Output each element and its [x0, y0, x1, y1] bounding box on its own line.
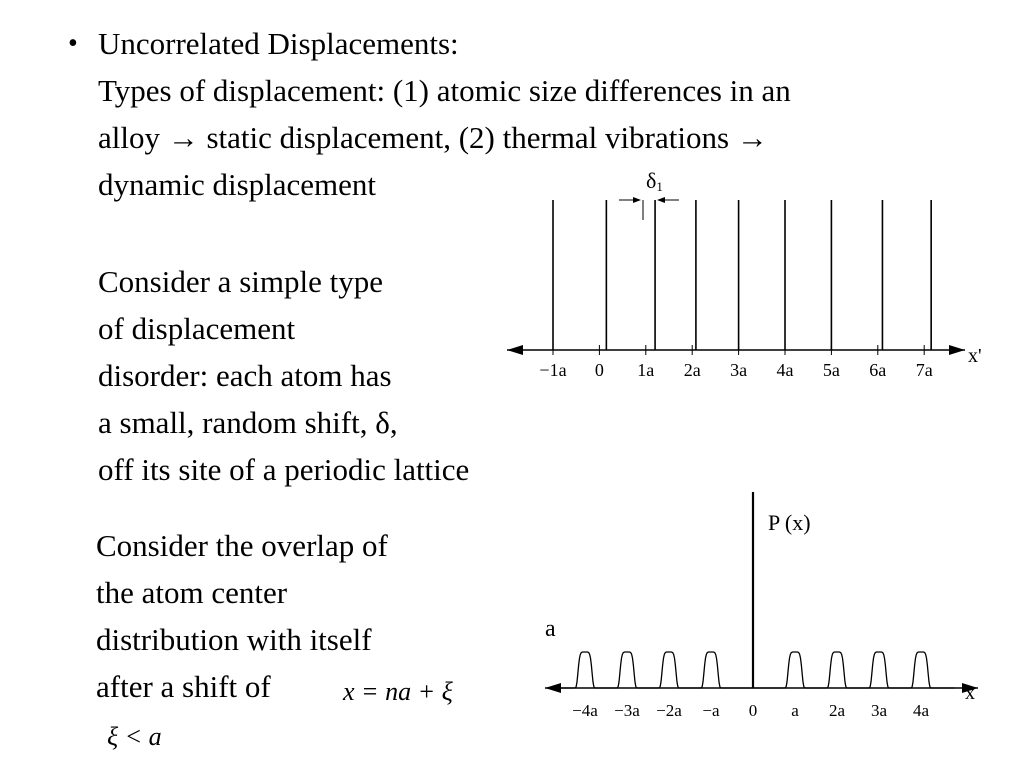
- fig2-background: [500, 482, 1024, 732]
- fig1-delta-arrowhead-left: [633, 197, 641, 203]
- text-block-overlap: [96, 522, 388, 710]
- fig1-tick-label: 5a: [822, 360, 840, 380]
- consider1-line-5: off its site of a periodic lattice: [98, 452, 470, 487]
- fig2-tick-label: 4a: [912, 701, 930, 720]
- types-line-3: dynamic displacement: [98, 167, 377, 202]
- consider2-line-2: the atom center: [96, 575, 288, 610]
- fig1-tick-label: 0: [594, 360, 604, 380]
- consider2-line-4: after a shift of: [96, 669, 271, 704]
- consider2-line-1: Consider the overlap of: [96, 528, 388, 563]
- fig1-lattice-diagram: [507, 168, 982, 380]
- heading: Uncorrelated Displacements:: [98, 26, 459, 61]
- fig2-tick-label: 0: [748, 701, 758, 720]
- fig2-tick-label: −2a: [656, 701, 682, 720]
- types-line-2: alloy → static displacement, (2) thermal vibrations →: [98, 120, 768, 155]
- types-line-1: Types of displacement: (1) atomic size differences in an: [98, 73, 791, 108]
- fig2-height-label: a: [545, 616, 556, 642]
- fig1-delta-symbol: δ: [646, 168, 657, 193]
- fig2-tick-label: −3a: [614, 701, 640, 720]
- consider1-line-2: of displacement: [98, 311, 296, 346]
- consider1-line-4: a small, random shift, δ,: [98, 405, 398, 440]
- fig2-axis-label: x: [965, 682, 975, 704]
- inequality-xi: ξ < a: [107, 722, 162, 751]
- equation-shift: x = na + ξ: [343, 677, 453, 706]
- consider1-line-1: Consider a simple type: [98, 264, 383, 299]
- fig1-delta-arrowhead-right: [657, 197, 665, 203]
- consider2-line-3: distribution with itself: [96, 622, 372, 657]
- fig1-tick-label: −1a: [539, 360, 567, 380]
- fig2-tick-label: −4a: [572, 701, 598, 720]
- fig1-tick-label: 7a: [915, 360, 933, 380]
- fig2-tick-label: −a: [702, 701, 720, 720]
- fig2-tick-label: a: [791, 701, 799, 720]
- fig1-tick-label: 3a: [730, 360, 748, 380]
- fig1-tick-label: 2a: [683, 360, 701, 380]
- fig1-tick-label: 6a: [869, 360, 887, 380]
- fig2-tick-label: 2a: [828, 701, 846, 720]
- fig2-tick-label: 3a: [870, 701, 888, 720]
- fig1-tick-label: 1a: [637, 360, 655, 380]
- bullet-point: •: [68, 28, 78, 59]
- fig1-axis-label: x': [968, 345, 982, 367]
- consider1-line-3: disorder: each atom has: [98, 358, 392, 393]
- fig2-peak-label: P (x): [768, 510, 811, 535]
- fig1-delta-label: [646, 168, 663, 194]
- fig1-tick-label: 4a: [776, 360, 794, 380]
- fig1-right-arrow: [949, 345, 965, 355]
- fig1-delta-subscript: 1: [656, 179, 663, 194]
- fig1-left-arrow: [507, 345, 523, 355]
